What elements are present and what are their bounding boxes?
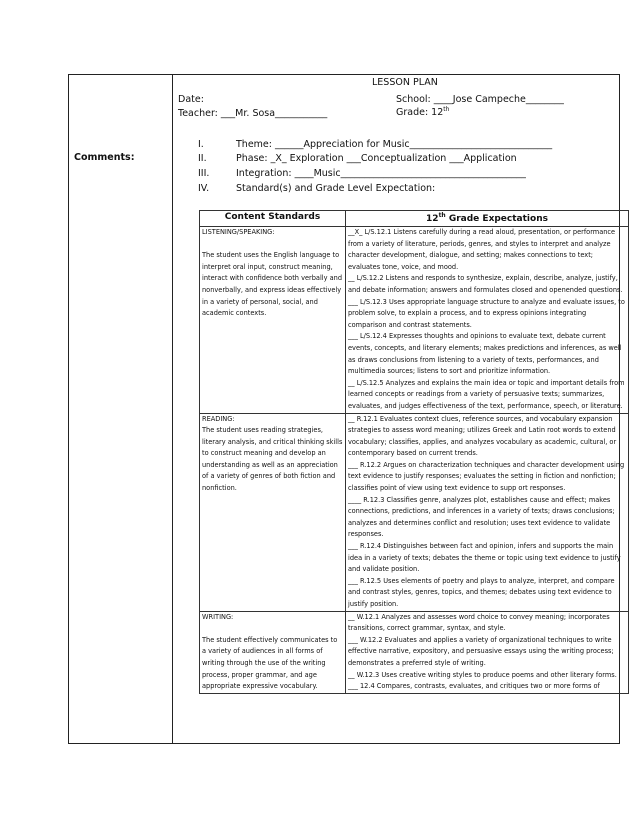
expectation-item: ___ L/S.12.4 Expresses thoughts and opinions to evaluate text, debate current events, concepts, and literary elements; makes predictions and inferences, as well as draws conclusions from listening to a variety of texts, performances, and multimedia sources; listens to sort and prioritize information. — [348, 332, 622, 376]
comments-label: Comments: — [74, 152, 135, 163]
school-value: ____Jose Campeche________ — [433, 94, 564, 105]
expectation-item: __ R.12.1 Evaluates context clues, reference sources, and vocabulary expansion strategies to assess word meaning; utilizes Greek and Latin root words to extend vocabulary; classifies, applies, and analyzes vocabulary as academic, cultural, or contemporary based on current trends. — [348, 414, 617, 458]
outline-integration: Integration: ____Music_______________________________________ — [236, 168, 526, 179]
expectations-cell-reading — [346, 413, 629, 611]
grade-expectations-header — [346, 211, 629, 227]
grade-expectations-header-sup: th — [438, 212, 446, 219]
expectation-item: ___ 12.4 Compares, contrasts, evaluates, and critiques two or more forms of — [348, 682, 600, 691]
standard-description: The student effectively communicates to a variety of audiences in all forms of writing through the use of the writing process, proper grammar, and age appropriate expressive vocabulary. — [202, 635, 338, 691]
expectation-item: ___ L/S.12.3 Uses appropriate language structure to analyze and evaluate issues, to problem solve, to explain a process, and to express opinions integrating comparison and contrast statements. — [348, 297, 625, 329]
standard-cell-reading — [200, 413, 346, 611]
outline-phase: Phase: _X_ Exploration ___Conceptualization ___Application — [236, 153, 517, 164]
expectation-item: ___ R.12.2 Argues on characterization techniques and character development using text evidence to justify responses; evaluates the setting in fiction and nonfiction; classifies point of view using text evidence to supp ort responses. — [348, 460, 625, 493]
outline-numeral-1: I. — [198, 139, 204, 150]
expectation-item: ___ W.12.2 Evaluates and applies a variety of organizational techniques to write effective narrative, expository, and persuasive essays using the writing process; demonstrates a preferred style of writing. — [348, 635, 614, 667]
outline-numeral-4: IV. — [198, 183, 210, 194]
teacher-field — [178, 108, 327, 119]
standard-title: LISTENING/SPEAKING: — [202, 228, 275, 236]
school-field — [396, 94, 564, 105]
grade-sup: th — [443, 106, 450, 113]
grade-expectations-header-text: Grade Expectations — [445, 214, 548, 224]
column-divider — [172, 74, 173, 744]
expectation-item: __ L/S.12.5 Analyzes and explains the main idea or topic and important details from learned concepts or readings from a variety of persuasive texts; summarizes, evaluates, and judges effectiveness of the text, performance, speech, or literature. — [348, 378, 625, 410]
expectation-item: __ L/S.12.2 Listens and responds to synthesize, explain, describe, analyze, justify, and debate information; answers and formulates closed and openended questions. — [348, 274, 623, 294]
expectations-cell-writing — [346, 611, 629, 693]
page-title: LESSON PLAN — [372, 77, 438, 88]
table-row — [200, 611, 629, 693]
standard-cell-listening — [200, 227, 346, 414]
standard-description: The student uses reading strategies, literary analysis, and critical thinking skills to construct meaning and develop an understanding as well as an appreciation of a variety of genres of both fiction and nonfiction. — [202, 426, 343, 493]
grade-field — [396, 106, 449, 118]
expectation-item: ____ R.12.3 Classifies genre, analyzes plot, establishes cause and effect; makes connections, predictions, and inferences in a variety of texts; draws conclusions; analyzes and determines conflict and resolution; uses text evidence to validate responses. — [348, 495, 615, 539]
table-row — [200, 227, 629, 414]
expectation-item: ___ R.12.5 Uses elements of poetry and plays to analyze, interpret, and compare and contrast styles, genres, topics, and themes; debates using text evidence to justify position. — [348, 576, 615, 608]
expectations-cell-listening — [346, 227, 629, 414]
date-label: Date: — [178, 94, 204, 105]
grade-label: Grade: 12 — [396, 107, 444, 119]
grade-expectations-header-number: 12 — [426, 214, 439, 224]
teacher-label: Teacher: — [178, 108, 218, 119]
standards-table — [199, 210, 629, 694]
outline-theme: Theme: ______Appreciation for Music______________________________ — [236, 139, 553, 150]
teacher-value: ___Mr. Sosa___________ — [220, 108, 328, 119]
table-header-row — [200, 211, 629, 227]
school-label: School: — [396, 94, 431, 105]
standard-title: WRITING: — [202, 612, 234, 621]
outline-standards: Standard(s) and Grade Level Expectation: — [236, 183, 436, 194]
standard-cell-writing — [200, 611, 346, 693]
outline-numeral-3: III. — [198, 168, 210, 179]
table-row — [200, 413, 629, 611]
expectation-item: __ W.12.1 Analyzes and assesses word choice to convey meaning; incorporates transitions, correct grammar, syntax, and style. — [348, 612, 610, 633]
content-standards-header: Content Standards — [200, 211, 346, 227]
expectation-item: __ W.12.3 Uses creative writing styles to produce poems and other literary forms. — [348, 670, 617, 679]
standard-title: READING: — [202, 414, 235, 423]
expectation-item: ___ R.12.4 Distinguishes between fact and opinion, infers and supports the main idea in a variety of texts; debates the theme or topic using text evidence to justify and validate position. — [348, 542, 621, 574]
expectation-item: __X_ L/S.12.1 Listens carefully during a read aloud, presentation, or performance from a variety of literature, periods, genres, and styles to interpret and analyze character development, dialogue, and setting; makes connections to text; evaluates tone, voice, and mood. — [348, 228, 616, 271]
outline-numeral-2: II. — [198, 153, 207, 164]
standard-description: The student uses the English language to interpret oral input, construct meaning, interact with confidence both verbally and nonverbally, and express ideas effectively in a variety of personal, social, and academic contexts. — [202, 251, 343, 318]
